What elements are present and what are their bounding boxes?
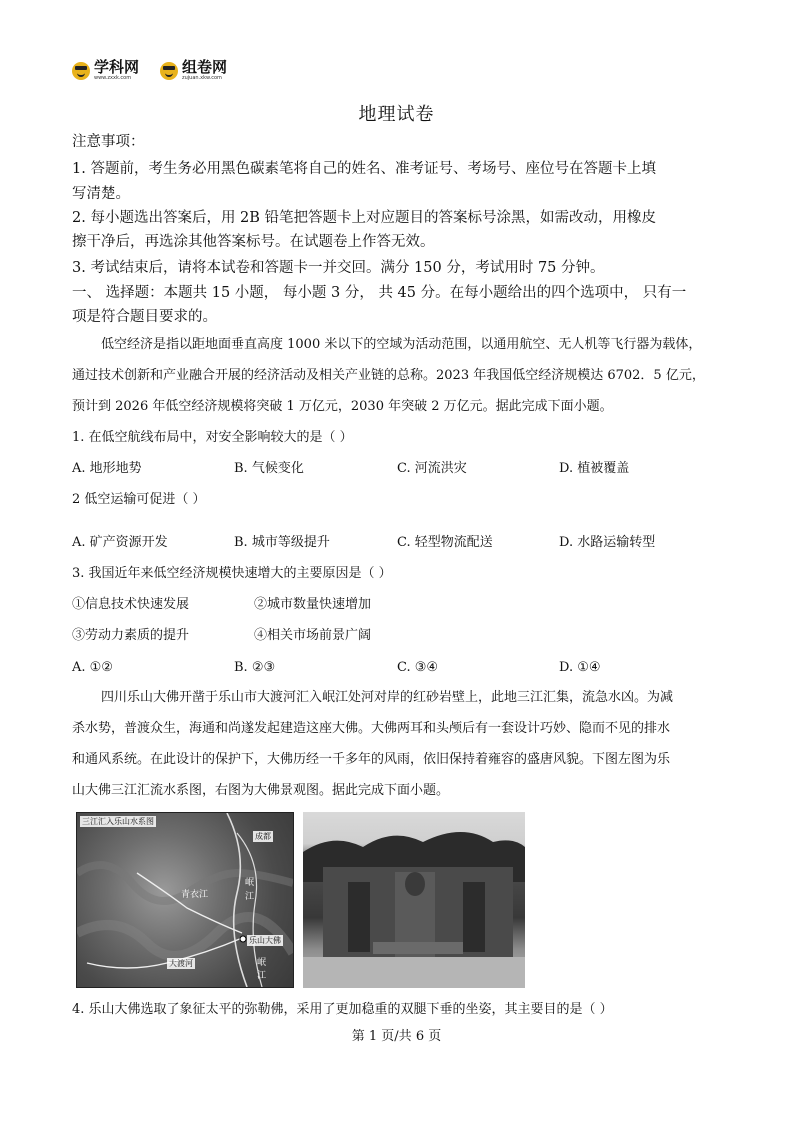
- passage-line: 和通风系统。在此设计的保护下，大佛历经一千多年的风雨，依旧保持着雍容的盛唐风貌。下图左图为乐: [72, 752, 671, 767]
- section-heading: 一、 选择题：本题共 15 小题， 每小题 3 分， 共 45 分。在每小题给出的四个选项中， 只有一: [72, 285, 687, 301]
- map-label-dadu: 大渡河: [169, 959, 193, 968]
- question-2-stem: 2 低空运输可促进（ ）: [72, 492, 206, 507]
- q3-choice-1: ①信息技术快速发展: [72, 597, 190, 612]
- map-title: 三江汇入乐山水系图: [82, 817, 154, 826]
- notice-heading: 注意事项：: [72, 134, 145, 150]
- notice-item-2: 2. 每小题选出答案后，用 2B 铅笔把答题卡上对应题目的答案标号涂黑，如需改动，用橡皮: [72, 210, 657, 226]
- graduation-cap-icon: [72, 62, 90, 80]
- q3-option-a: A. ①②: [72, 660, 113, 675]
- page-footer: 第 1 页/共 6 页: [351, 1029, 442, 1044]
- logo-url: www.zxxk.com: [94, 75, 132, 81]
- buddha-scene: [303, 812, 525, 988]
- map-label-jiang: 江: [245, 892, 255, 902]
- map-label-buddha: 乐山大佛: [249, 936, 281, 945]
- passage-line: 杀水势，普渡众生，海通和尚遂发起建造这座大佛。大佛两耳和头颅后有一套设计巧妙、隐而不见的排水: [72, 721, 671, 736]
- passage-line: 预计到 2026 年低空经济规模将突破 1 万亿元，2030 年突破 2 万亿元。据此完成下面小题。: [72, 399, 613, 414]
- notice-item-2-cont: 擦干净后，再选涂其他答案标号。在试题卷上作答无效。: [72, 234, 435, 250]
- map-label-min-lower: 岷: [257, 958, 267, 968]
- graduation-cap-icon: [160, 62, 178, 80]
- q1-option-a: A. 地形地势: [72, 461, 142, 476]
- xueke-logo: [72, 60, 139, 81]
- q1-option-b: B. 气候变化: [234, 461, 304, 476]
- logo-name: 学科网: [94, 58, 140, 76]
- min-river: [227, 813, 247, 987]
- logo-name: 组卷网: [182, 58, 228, 76]
- q3-option-c: C. ③④: [397, 660, 439, 675]
- map-label-chengdu: 成都: [255, 832, 271, 841]
- notice-item-1-cont: 写清楚。: [72, 186, 130, 202]
- question-4-stem: 4. 乐山大佛选取了象征太平的弥勒佛，采用了更加稳重的双腿下垂的坐姿，其主要目的是（ ）: [72, 1002, 613, 1017]
- q2-option-d: D. 水路运输转型: [559, 535, 656, 550]
- notice-item-3: 3. 考试结束后，请将本试卷和答题卡一并交回。满分 150 分，考试用时 75 分钟。: [72, 260, 605, 276]
- section-heading-cont: 项是符合题目要求的。: [72, 309, 217, 325]
- page-title: 地理试卷: [358, 104, 435, 125]
- q2-option-a: A. 矿产资源开发: [72, 535, 168, 550]
- q2-option-b: B. 城市等级提升: [234, 535, 330, 550]
- logo-url: zujuan.xkw.com: [182, 75, 222, 81]
- notice-item-1: 1. 答题前，考生务必用黑色碳素笔将自己的姓名、准考证号、考场号、座位号在答题卡上填: [72, 161, 656, 177]
- map-label-qingyi: 青衣江: [181, 890, 209, 900]
- q3-choice-2: ②城市数量快速增加: [254, 597, 372, 612]
- passage-line: 四川乐山大佛开凿于乐山市大渡河汇入岷江处河对岸的红砂岩壁上，此地三江汇集，流急水凶。为减: [101, 690, 674, 705]
- q3-choice-4: ④相关市场前景广阔: [254, 628, 372, 643]
- zujuan-logo: [160, 60, 227, 81]
- river-system-map: [76, 812, 294, 988]
- q2-option-c: C. 轻型物流配送: [397, 535, 493, 550]
- question-3-stem: 3. 我国近年来低空经济规模快速增大的主要原因是（ ）: [72, 566, 392, 581]
- leshan-buddha-photo: [303, 812, 525, 988]
- buddha-marker: [240, 936, 246, 942]
- map-label-min: 岷: [245, 878, 255, 888]
- q3-option-b: B. ②③: [234, 660, 276, 675]
- q1-option-d: D. 植被覆盖: [559, 461, 630, 476]
- q3-option-d: D. ①④: [559, 660, 601, 675]
- passage-line: 低空经济是指以距地面垂直高度 1000 米以下的空域为活动范围，以通用航空、无人机等飞行器为载体，: [101, 337, 702, 352]
- passage-line: 山大佛三江汇流水系图，右图为大佛景观图。据此完成下面小题。: [72, 783, 450, 798]
- q3-choice-3: ③劳动力素质的提升: [72, 628, 190, 643]
- question-1-stem: 1. 在低空航线布局中，对安全影响较大的是（ ）: [72, 430, 353, 445]
- map-label-jiang-lower: 江: [257, 971, 267, 981]
- passage-line: 通过技术创新和产业融合开展的经济活动及相关产业链的总称。2023 年我国低空经济规模达 6702．5 亿元，: [72, 368, 705, 383]
- q1-option-c: C. 河流洪灾: [397, 461, 467, 476]
